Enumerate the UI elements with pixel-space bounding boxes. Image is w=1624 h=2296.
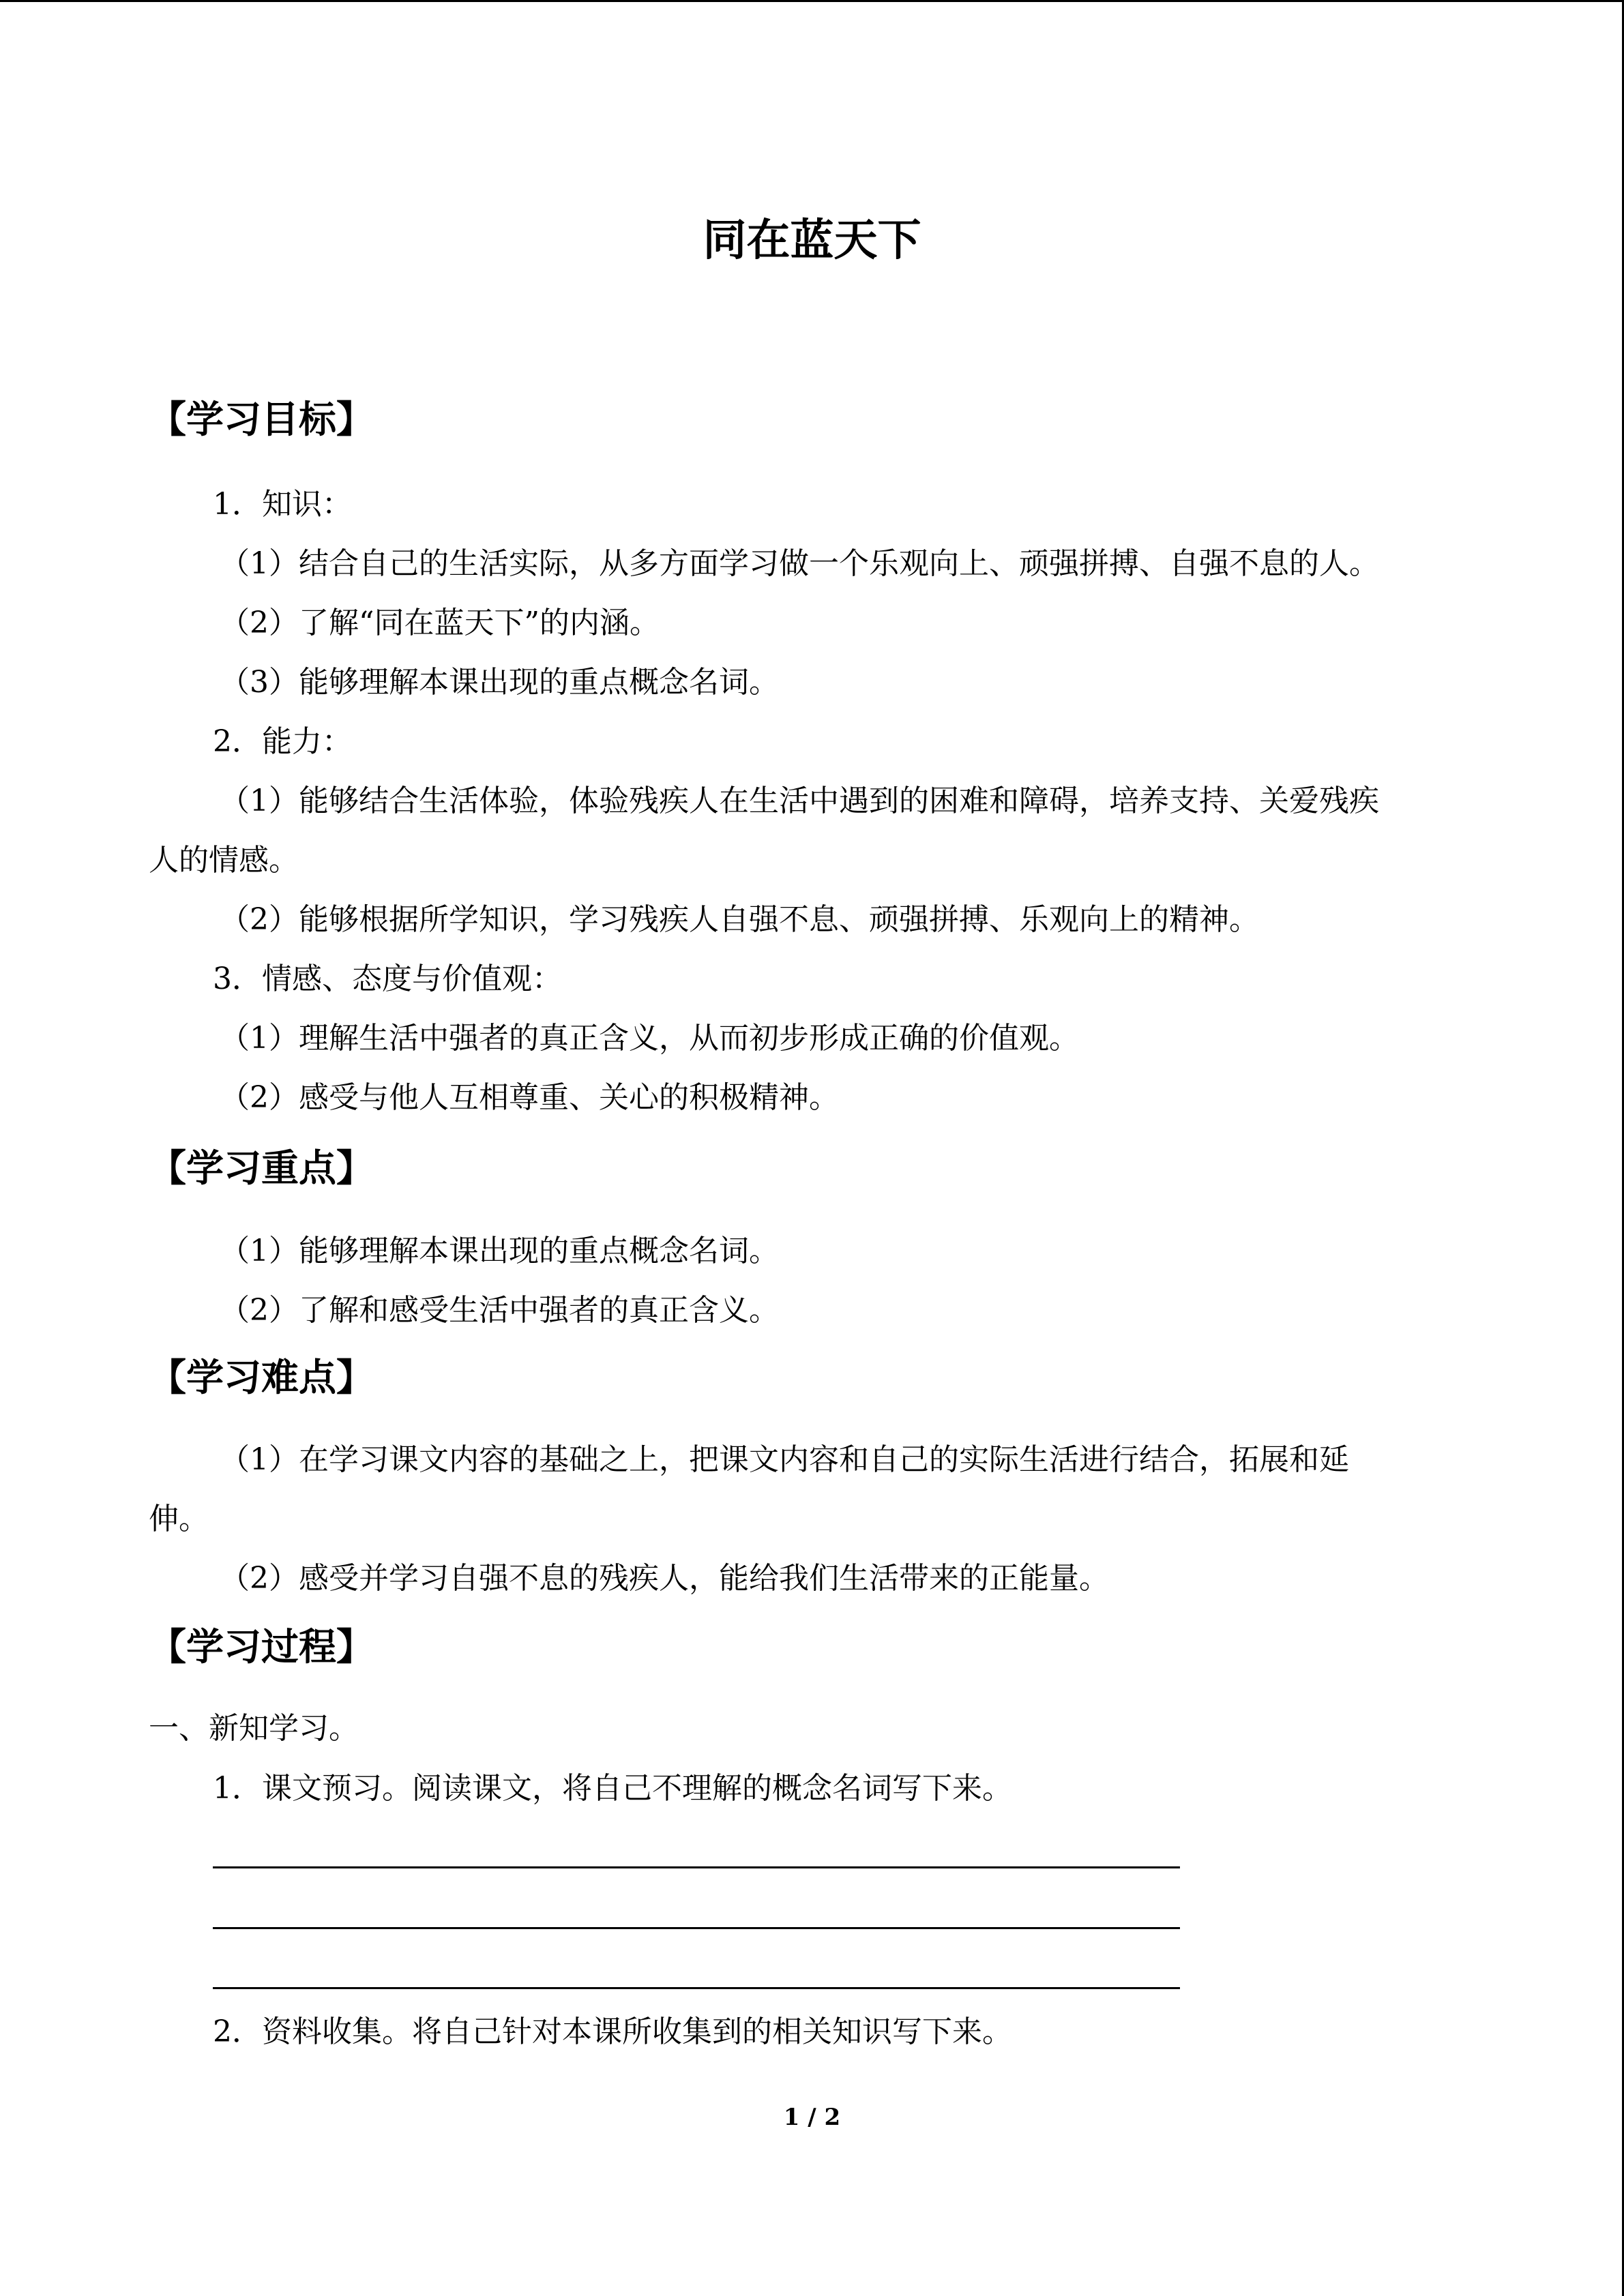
process-line: 2．资料收集。将自己针对本课所收集到的相关知识写下来。 (213, 2014, 1012, 2049)
goals-line: 3．情感、态度与价值观： (213, 961, 562, 996)
difficulty-line: （2）感受并学习自强不息的残疾人，能给我们生活带来的正能量。 (220, 1561, 1109, 1596)
key-point-line: （2）了解和感受生活中强者的真正含义。 (220, 1293, 779, 1328)
answer-blank-line[interactable] (213, 1927, 1180, 1929)
goals-line: 1．知识： (213, 487, 352, 522)
heading-process: 【学习过程】 (149, 1625, 374, 1669)
goals-line: 人的情感。 (149, 843, 299, 878)
key-point-line: （1）能够理解本课出现的重点概念名词。 (220, 1234, 779, 1268)
goals-line: （3）能够理解本课出现的重点概念名词。 (220, 665, 779, 700)
goals-line: （1）理解生活中强者的真正含义，从而初步形成正确的价值观。 (220, 1021, 1079, 1056)
page-number: 1 / 2 (783, 2104, 841, 2131)
goals-line: （2）感受与他人互相尊重、关心的积极精神。 (220, 1080, 839, 1115)
heading-goals: 【学习目标】 (149, 398, 374, 441)
document-title: 同在蓝天下 (703, 215, 921, 266)
goals-line: （2）能够根据所学知识，学习残疾人自强不息、顽强拼搏、乐观向上的精神。 (220, 902, 1259, 937)
heading-key-points: 【学习重点】 (149, 1146, 374, 1190)
goals-line: （2）了解“同在蓝天下”的内涵。 (220, 606, 660, 640)
goals-line: （1）结合自己的生活实际，从多方面学习做一个乐观向上、顽强拼搏、自强不息的人。 (220, 546, 1379, 581)
difficulty-line: （1）在学习课文内容的基础之上，把课文内容和自己的实际生活进行结合，拓展和延 (220, 1442, 1349, 1477)
process-line: 一、新知学习。 (149, 1711, 359, 1746)
process-line: 1．课文预习。阅读课文，将自己不理解的概念名词写下来。 (213, 1771, 1012, 1806)
difficulty-line: 伸。 (149, 1502, 209, 1536)
goals-line: （1）能够结合生活体验，体验残疾人在生活中遇到的困难和障碍，培养支持、关爱残疾 (220, 784, 1379, 818)
heading-difficulties: 【学习难点】 (149, 1356, 374, 1399)
answer-blank-line[interactable] (213, 1866, 1180, 1868)
page-top-border (0, 0, 1624, 2)
goals-line: 2．能力： (213, 724, 352, 759)
answer-blank-line[interactable] (213, 1987, 1180, 1989)
